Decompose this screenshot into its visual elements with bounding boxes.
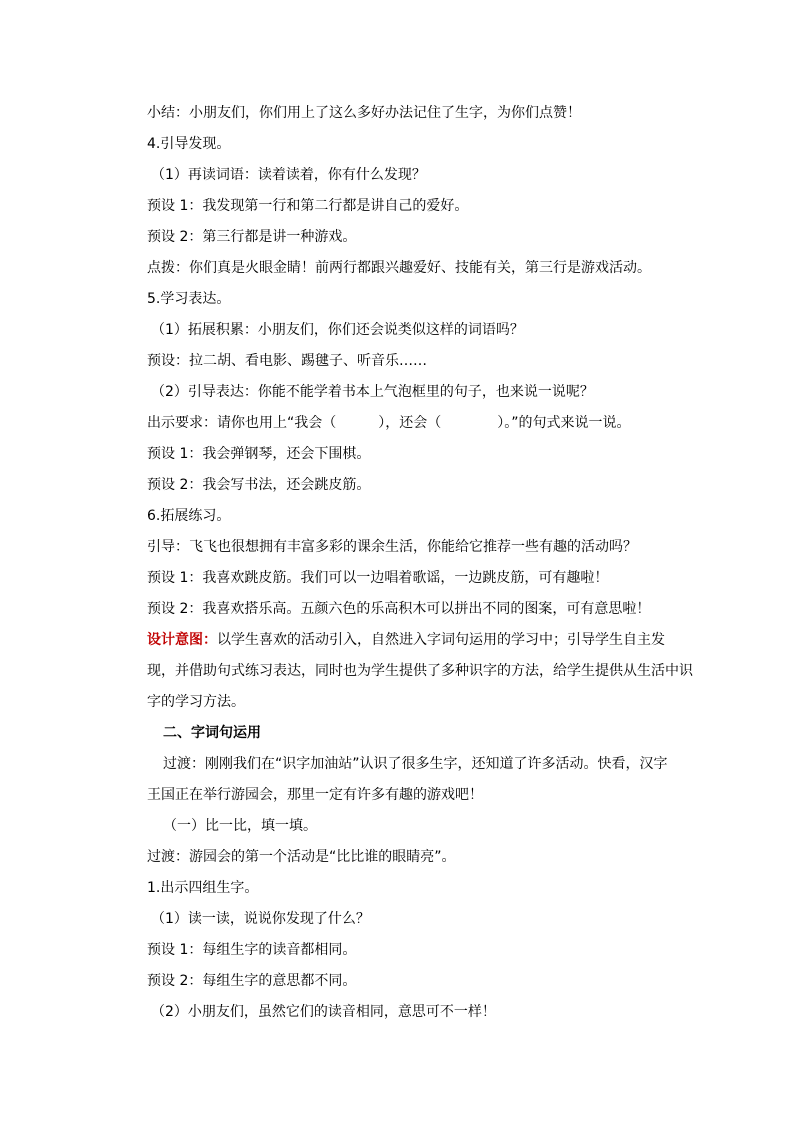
preset-line: 预设 2：我喜欢搭乐高。五颜六色的乐高积木可以拼出不同的图案，可有意思啦！ <box>147 601 651 617</box>
preset-line: 预设 1：我发现第一行和第二行都是讲自己的爱好。 <box>147 198 469 214</box>
section-heading: 二、字词句运用 <box>163 725 261 741</box>
preset-line: 预设 2：我会写书法，还会跳皮筋。 <box>147 477 371 493</box>
design-intent-paragraph-line: 字的学习方法。 <box>147 694 245 710</box>
preset-line: 预设 2：第三行都是讲一种游戏。 <box>147 229 357 245</box>
preset-line: 预设 1：我喜欢跳皮筋。我们可以一边唱着歌谣，一边跳皮筋，可有趣啦！ <box>147 570 609 586</box>
step-5-heading: 5.学习表达。 <box>147 291 231 307</box>
subsection-heading: （一）比一比，填一填。 <box>163 818 317 834</box>
preset-line: 预设 1：每组生字的读音都相同。 <box>147 942 357 958</box>
guide-line: 引导：飞飞也很想拥有丰富多彩的课余生活，你能给它推荐一些有趣的活动吗？ <box>147 539 637 555</box>
transition-line: 王国正在举行游园会，那里一定有许多有趣的游戏吧！ <box>147 787 483 803</box>
step-5-item-2: （2）引导表达：你能不能学着书本上气泡框里的句子，也来说一说呢？ <box>151 384 594 400</box>
transition-line: 过渡：游园会的第一个活动是“比比谁的眼睛亮”。 <box>147 849 456 865</box>
step-5-item-1: （1）拓展积累：小朋友们，你们还会说类似这样的词语吗？ <box>151 322 524 338</box>
guidance-line: 点拨：你们真是火眼金睛！前两行都跟兴趣爱好、技能有关，第三行是游戏活动。 <box>147 260 651 276</box>
preset-line: 预设 1：我会弹钢琴，还会下围棋。 <box>147 446 371 462</box>
step-1-item-2: （2）小朋友们，虽然它们的读音相同，意思可不一样！ <box>151 1004 496 1020</box>
summary-line: 小结：小朋友们，你们用上了这么多好办法记住了生字，为你们点赞！ <box>147 105 581 121</box>
design-intent-label: 设计意图： <box>147 632 217 648</box>
step-6-heading: 6.拓展练习。 <box>147 508 231 524</box>
step-1-heading: 1.出示四组生字。 <box>147 880 259 896</box>
transition-line: 过渡：刚刚我们在“识字加油站”认识了很多生字，还知道了许多活动。快看，汉字 <box>163 756 668 772</box>
design-intent-text: 以学生喜欢的活动引入，自然进入字词句运用的学习中；引导学生自主发 <box>217 632 665 648</box>
preset-line: 预设：拉二胡、看电影、踢毽子、听音乐…… <box>147 353 427 369</box>
step-4-item-1: （1）再读词语：读着读着，你有什么发现？ <box>151 167 426 183</box>
design-intent-paragraph-line: 现，并借助句式练习表达，同时也为学生提供了多种识字的方法，给学生提供从生活中识 <box>147 663 693 679</box>
step-1-item-1: （1）读一读，说说你发现了什么？ <box>151 911 370 927</box>
step-4-heading: 4.引导发现。 <box>147 136 231 152</box>
requirement-line: 出示要求：请你也用上“我会（ ），还会（ ）。”的句式来说一说。 <box>147 415 631 431</box>
preset-line: 预设 2：每组生字的意思都不同。 <box>147 973 357 989</box>
design-intent-paragraph-line <box>147 630 665 650</box>
